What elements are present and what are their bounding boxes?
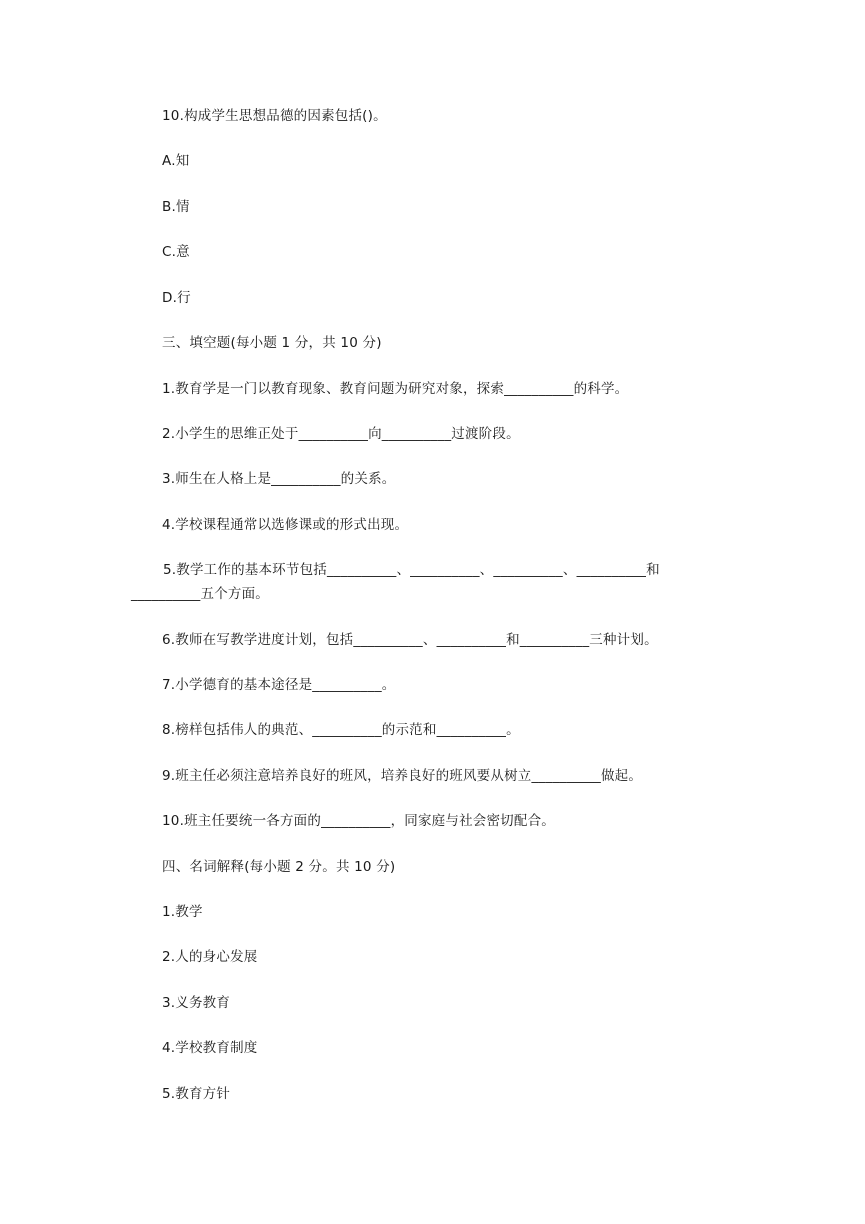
question-10-choice-stem: 10.构成学生思想品德的因素包括()。 xyxy=(162,108,387,124)
term-item-2: 2.人的身心发展 xyxy=(162,949,258,965)
section-heading-term-definitions: 四、名词解释(每小题 2 分。共 10 分) xyxy=(162,859,396,875)
fill-question-2: 2.小学生的思维正处于__________向__________过渡阶段。 xyxy=(162,426,520,442)
fill-question-4: 4.学校课程通常以选修课或的形式出现。 xyxy=(162,517,409,533)
section-heading-fill-blank: 三、填空题(每小题 1 分，共 10 分) xyxy=(162,335,382,351)
term-item-4: 4.学校教育制度 xyxy=(162,1040,258,1056)
term-item-3: 3.义务教育 xyxy=(162,995,231,1011)
option-b: B.情 xyxy=(162,199,190,215)
fill-question-3: 3.师生在人格上是__________的关系。 xyxy=(162,471,396,487)
option-c: C.意 xyxy=(162,244,190,260)
option-a: A.知 xyxy=(162,153,190,169)
fill-question-1: 1.教育学是一门以教育现象、教育问题为研究对象，探索__________的科学。 xyxy=(162,381,629,397)
option-d: D.行 xyxy=(162,290,191,306)
fill-question-8: 8.榜样包括伟人的典范、__________的示范和__________。 xyxy=(162,722,520,738)
fill-question-6: 6.教师在写教学进度计划，包括__________、__________和__________三种计划。 xyxy=(162,632,658,648)
term-item-5: 5.教育方针 xyxy=(162,1086,231,1102)
fill-question-7: 7.小学德育的基本途径是__________。 xyxy=(162,677,396,693)
fill-question-9: 9.班主任必须注意培养良好的班风，培养良好的班风要从树立__________做起。 xyxy=(162,768,643,784)
fill-question-5-continuation: __________五个方面。 xyxy=(131,586,269,602)
fill-question-10: 10.班主任要统一各方面的__________，同家庭与社会密切配合。 xyxy=(162,813,555,829)
term-item-1: 1.教学 xyxy=(162,904,203,920)
fill-question-5: 5.教学工作的基本环节包括__________、__________、__________、__________和 xyxy=(163,562,660,578)
